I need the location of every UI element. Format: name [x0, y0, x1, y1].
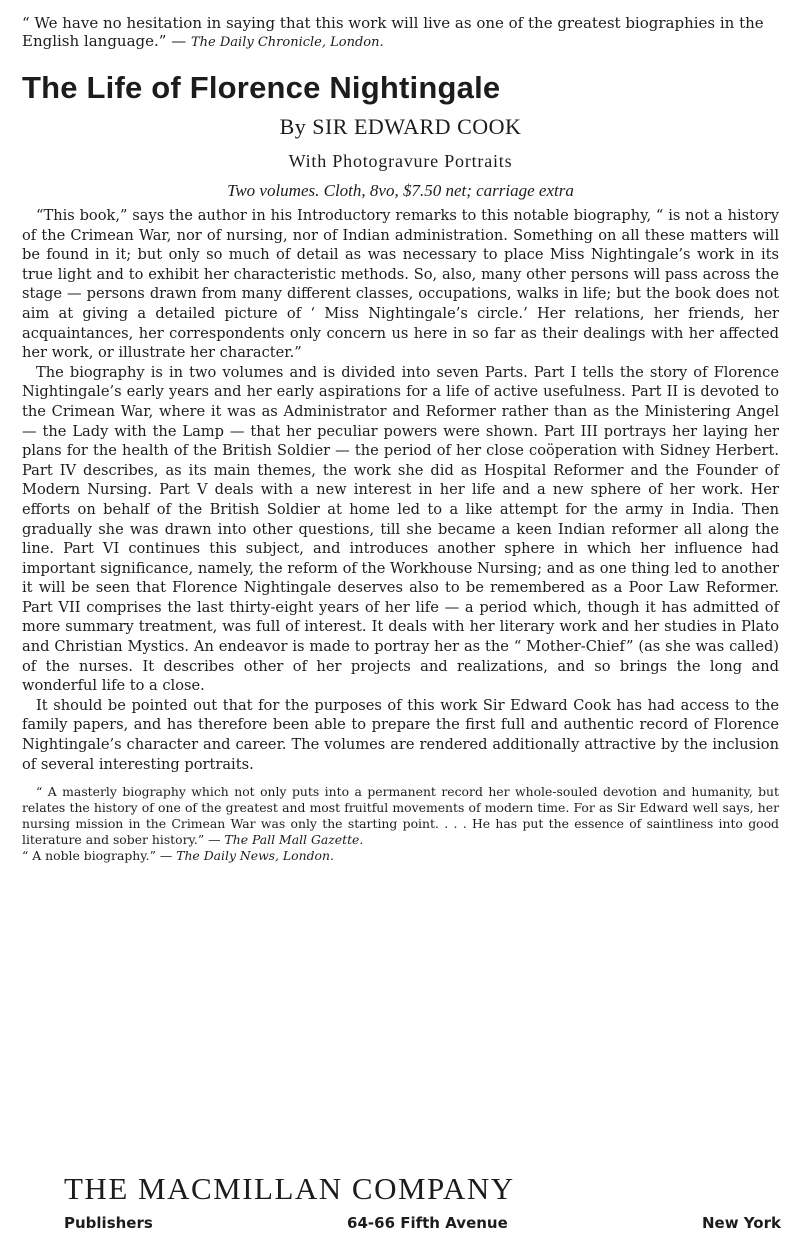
top-quote-text: “ We have no hesitation in saying that this work will live as one of the greatest biographies in the English language.” —	[22, 14, 764, 50]
publisher-address: 64-66 Fifth Avenue	[347, 1214, 508, 1232]
book-title: The Life of Florence Nightingale	[22, 70, 501, 105]
top-review-quote	[22, 14, 779, 52]
illustrations-note: With Photogravure Portraits	[288, 151, 513, 171]
author-byline: By SIR EDWARD COOK	[279, 114, 522, 139]
body-paragraph: The biography is in two volumes and is divided into seven Parts. Part I tells the story of Florence Nightingale’s early years and her early aspirations for a life of active usefulness. Part II is devoted to the Crimean War, where it was as Administrator and Reformer rather than as the Ministering Angel — the Lady with the Lamp — that her peculiar powers were shown. Part III portrays her laying her plans for the health of the British Soldier — the period of her close coöperation with Sidney Herbert. Part IV describes, as its main themes, the work she did as Hospital Reformer and the Founder of Modern Nursing. Part V deals with a new interest in her life and a new sphere of her work. Her efforts on behalf of the British Soldier at home led to a like attempt for the army in India. Then gradually she was drawn into other questions, till she became a keen Indian reformer all along the line. Part VI continues this subject, and introduces another sphere in which her influence had important significance, namely, the reform of the Workhouse Nursing; and as one thing led to another it will be seen that Florence Nightingale deserves also to be remembered as a Poor Law Reformer. Part VII comprises the last thirty-eight years of her life — a period which, though it has admitted of more summary treatment, was full of interest. It deals with her literary work and her studies in Plato and Christian Mystics. An endeavor is made to portray her as the “ Mother-Chief” (as she was called) of the nurses. It describes other of her projects and realizations, and so brings the long and wonderful life to a close.	[22, 363, 779, 695]
press-notice-text: “ A noble biography.” —	[22, 848, 173, 864]
body-paragraph: “This book,” says the author in his Introductory remarks to this notable biography, “ is not a history of the Crimean War, nor of nursing, nor of Indian administration. Something on all these matters will be found in it; but only so much of detail as was necessary to place Miss Nightingale’s work in its true light and to exhibit her characteristic methods. So, also, many other persons will pass across the stage — persons drawn from many different classes, occupations, walks in life; but the book does not aim at giving a detailed picture of ‘ Miss Nightingale’s circle.’ Her relations, her friends, her acquaintances, her correspondents only concern us here in so far as their dealings with her affected her work, or illustrate her character.”	[22, 207, 779, 362]
press-notice-source: The Daily News, London.	[176, 848, 334, 864]
top-quote-source: The Daily Chronicle, London.	[191, 35, 384, 50]
press-notice-text: “ A masterly biography which not only puts into a permanent record her whole-souled devotion and humanity, but relates the history of one of the greatest and most fruitful movements of modern time. For as Sir Edward well says, her nursing mission in the Crimean War was only the starting point. . . . He has put the essence of saintliness into good literature and sober history.” —	[22, 784, 779, 848]
press-notice	[22, 784, 779, 864]
publisher-details	[64, 1213, 781, 1233]
body-paragraph: It should be pointed out that for the purposes of this work Sir Edward Cook has had access to the family papers, and has therefore been able to prepare the first full and authentic record of Florence Nightingale’s character and career. The volumes are rendered additionally attractive by the inclusion of several interesting portraits.	[22, 696, 779, 773]
publisher-name: THE MACMILLAN COMPANY	[64, 1171, 515, 1206]
advertisement-page	[22, 14, 781, 1232]
press-notice-source: The Pall Mall Gazette.	[224, 832, 364, 848]
publisher-city: New York	[702, 1214, 781, 1232]
publisher-role: Publishers	[64, 1214, 153, 1232]
edition-price-line: Two volumes. Cloth, 8vo, $7.50 net; carriage extra	[227, 181, 574, 200]
publisher-imprint	[22, 1171, 779, 1233]
